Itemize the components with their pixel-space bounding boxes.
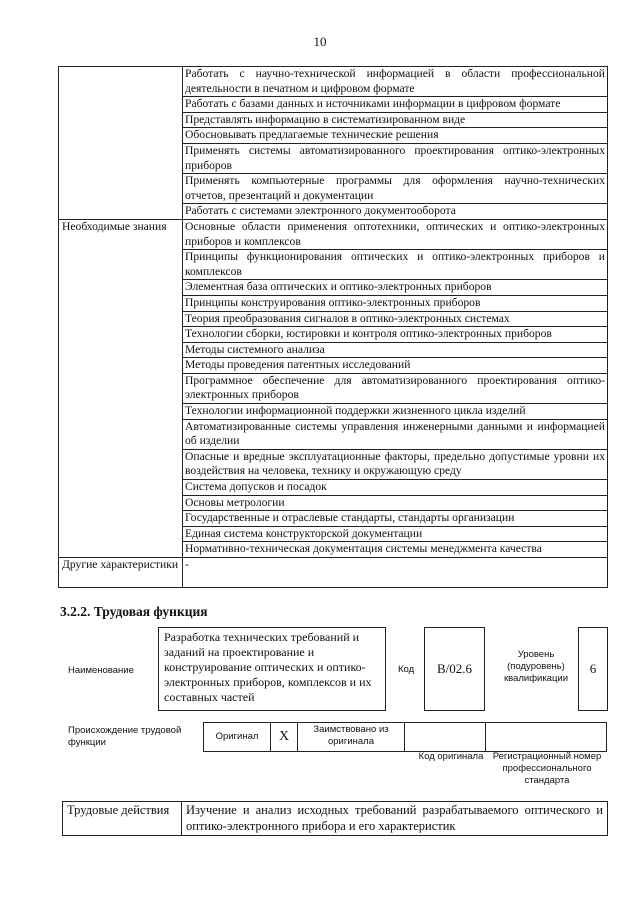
- code-caption: Код оригинала: [418, 751, 484, 762]
- knowledge-label: Необходимые знания: [59, 219, 183, 557]
- knowledge-item: Единая система конструкторской документации: [183, 526, 608, 542]
- other-row: [59, 558, 608, 588]
- origin-reg-cell: [486, 723, 607, 752]
- section-title: 3.2.2. Трудовая функция: [60, 604, 208, 619]
- original-mark: X: [271, 723, 298, 752]
- skill-item: Работать с системами электронного документооборота: [183, 204, 608, 220]
- knowledge-row: [59, 219, 608, 249]
- knowledge-item: Методы проведения патентных исследований: [183, 358, 608, 374]
- origin-code-cell: [405, 723, 486, 752]
- original-label: Оригинал: [204, 723, 271, 752]
- knowledge-item: Методы системного анализа: [183, 342, 608, 358]
- level-label: Уровень (подуровень) квалификации: [503, 649, 569, 684]
- other-value: -: [183, 558, 608, 588]
- knowledge-item: Технологии информационной поддержки жизненного цикла изделий: [183, 404, 608, 420]
- level-value: 6: [578, 627, 608, 711]
- knowledge-item: Элементная база оптических и оптико-электронных приборов: [183, 280, 608, 296]
- knowledge-item: Нормативно-техническая документация системы менеджмента качества: [183, 542, 608, 558]
- knowledge-item: Автоматизированные системы управления инженерными данными и информацией об изделии: [183, 419, 608, 449]
- name-label: Наименование: [68, 665, 134, 676]
- name-box: [158, 627, 386, 711]
- knowledge-item: Принципы конструирования оптико-электронных приборов: [183, 295, 608, 311]
- actions-value: Изучение и анализ исходных требований разрабатываемого оптического и оптико-электронного прибора и его характеристик: [182, 802, 608, 836]
- reg-caption: Регистрационный номер профессионального стандарта: [492, 751, 602, 786]
- requirements-table: [58, 66, 608, 588]
- knowledge-item: Основы метрологии: [183, 495, 608, 511]
- name-value: Разработка технических требований и заданий на проектирование и конструирование оптических и оптико-электронных приборов, комплексов и их составных частей: [164, 630, 372, 704]
- actions-table: [62, 801, 608, 836]
- knowledge-item: Принципы функционирования оптических и оптико-электронных приборов и комплексов: [183, 250, 608, 280]
- origin-label: Происхождение трудовой функции: [68, 725, 182, 748]
- skills-label-cell: [59, 67, 183, 220]
- skill-item: Обосновывать предлагаемые технические решения: [183, 128, 608, 144]
- code-label: Код: [398, 664, 415, 675]
- knowledge-item: Технологии сборки, юстировки и контроля оптико-электронных приборов: [183, 327, 608, 343]
- skill-item: Работать с базами данных и источниками информации в цифровом формате: [183, 97, 608, 113]
- skill-item: Представлять информацию в систематизированном виде: [183, 112, 608, 128]
- knowledge-item: Опасные и вредные эксплуатационные факторы, предельно допустимые уровни их воздействия на человека, технику и окружающую среду: [183, 449, 608, 479]
- skill-item: Работать с научно-технической информацией в области профессиональной деятельности в печатном и цифровом формате: [183, 67, 608, 97]
- page-number: 10: [313, 34, 327, 49]
- other-label: Другие характеристики: [59, 558, 183, 588]
- knowledge-item: Основные области применения оптотехники, оптических и оптико-электронных приборов и комплексов: [183, 219, 608, 249]
- knowledge-item: Система допусков и посадок: [183, 480, 608, 496]
- knowledge-item: Государственные и отраслевые стандарты, стандарты организации: [183, 511, 608, 527]
- knowledge-item: Программное обеспечение для автоматизированного проектирования оптико-электронных приборов: [183, 373, 608, 403]
- knowledge-item: Теория преобразования сигналов в оптико-электронных системах: [183, 311, 608, 327]
- origin-table: [203, 722, 607, 752]
- skill-row: [59, 67, 608, 97]
- actions-label: Трудовые действия: [63, 802, 182, 836]
- borrowed-label: Заимствовано из оригинала: [298, 723, 405, 752]
- skill-item: Применять системы автоматизированного проектирования оптико-электронных приборов: [183, 143, 608, 173]
- code-value: B/02.6: [424, 627, 485, 711]
- skill-item: Применять компьютерные программы для оформления научно-технических отчетов, презентаций и документации: [183, 174, 608, 204]
